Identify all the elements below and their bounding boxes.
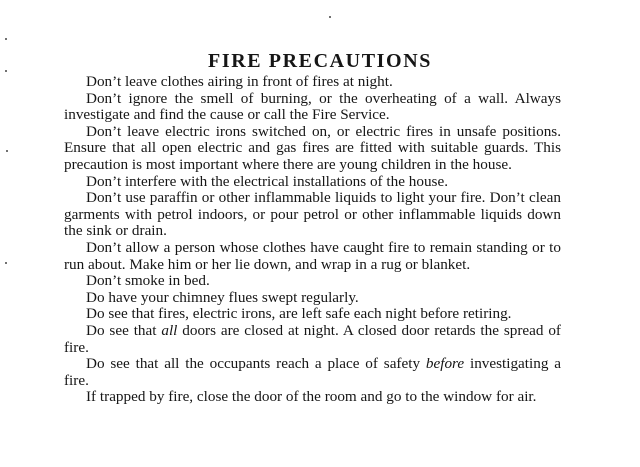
precaution-paragraph: Don’t leave clothes airing in front of fires at night. — [86, 73, 393, 90]
precaution-paragraph: Don’t leave electric irons switched on, or electric fires in unsafe positions. Ensure that all open electric and gas fires are fitted with suitable guards. This precaution is most important where there are young children in the house. — [64, 122, 561, 173]
text-run: Do see that all the occupants reach a place of safety — [86, 355, 426, 373]
precaution-paragraph: Don’t allow a person whose clothes have caught fire to remain standing or to run about. Make him or her lie down, and wrap in a rug or blanket. — [64, 238, 561, 273]
scan-speck — [5, 262, 7, 264]
precaution-paragraph: Do see that fires, electric irons, are left safe each night before retiring. — [86, 305, 512, 323]
scan-speck — [329, 16, 331, 18]
precautions-list — [64, 74, 561, 406]
scan-speck — [6, 150, 8, 152]
precaution-paragraph: Don’t use paraffin or other inflammable liquids to light your fire. Don’t clean garments with petrol indoors, or pour petrol or other inflammable liquids down the sink or drain. — [64, 189, 561, 240]
precaution-paragraph: If trapped by fire, close the door of the room and go to the window for air. — [86, 388, 537, 406]
precaution-paragraph — [64, 323, 561, 356]
precaution-paragraph: Don’t ignore the smell of burning, or the overheating of a wall. Always investigate and find the cause or call the Fire Service. — [64, 89, 561, 124]
emphasis-text: all — [161, 321, 178, 339]
scan-speck — [5, 38, 7, 40]
precaution-paragraph: Don’t interfere with the electrical installations of the house. — [86, 172, 448, 190]
page-title: FIRE PRECAUTIONS — [208, 50, 432, 73]
precaution-paragraph: Do have your chimney flues swept regularly. — [86, 288, 359, 306]
precaution-paragraph: Don’t smoke in bed. — [86, 272, 210, 290]
precaution-paragraph — [64, 356, 561, 389]
text-run: doors are closed at night. A closed door retards the spread of fire. — [64, 321, 561, 356]
text-run: investigating a fire. — [64, 355, 561, 389]
text-run: Do see that — [86, 321, 162, 339]
emphasis-text: before — [425, 355, 465, 373]
